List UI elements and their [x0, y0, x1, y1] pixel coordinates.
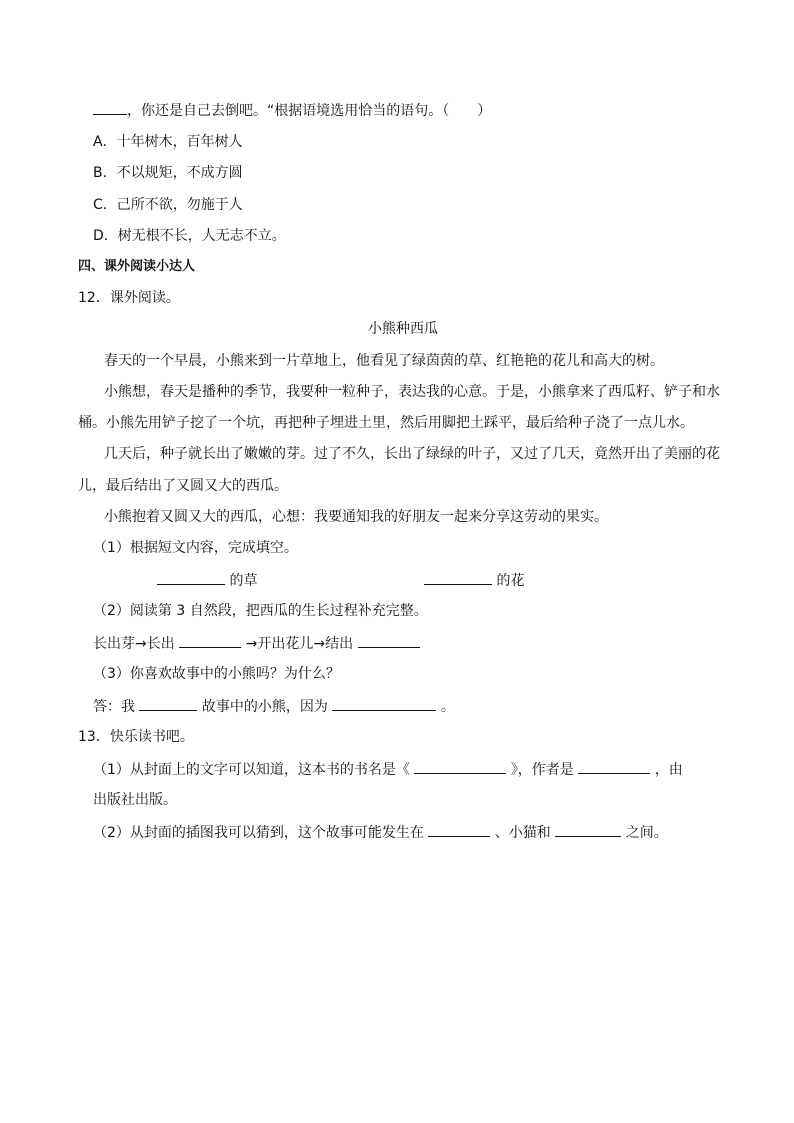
section-title: 四、课外阅读小达人 — [78, 259, 196, 274]
q13-sub2-c: 之间。 — [625, 825, 668, 841]
q12-heading: 12．课外阅读。 — [78, 290, 180, 306]
answer-blank[interactable] — [157, 570, 225, 585]
q11-option-b[interactable]: B．不以规矩，不成方圆 — [93, 165, 243, 181]
growth-a: 长出芽→长出 — [93, 636, 175, 652]
q12-sub1-grass — [157, 570, 257, 591]
answer-blank[interactable] — [139, 696, 197, 711]
answer-middle: 故事中的小熊，因为 — [201, 699, 328, 715]
answer-blank[interactable] — [93, 100, 127, 115]
answer-blank[interactable] — [428, 822, 490, 837]
q13-sub1-b: 》，作者是 — [510, 762, 574, 778]
q13-sub1-c: ，由 — [654, 762, 683, 778]
answer-blank[interactable] — [414, 759, 506, 774]
q11-stem-text: ，你还是自己去倒吧。“根据语境选用恰当的语句。（ ） — [127, 103, 492, 119]
answer-prefix: 答：我 — [93, 699, 135, 715]
answer-blank[interactable] — [358, 633, 420, 648]
q13-heading: 13．快乐读书吧。 — [78, 729, 194, 745]
q13-sub2-a: （2）从封面的插图我可以猜到，这个故事可能发生在 — [93, 825, 424, 841]
q12-sub2: （2）阅读第 3 自然段，把西瓜的生长过程补充完整。 — [93, 603, 428, 619]
flower-label: 的花 — [496, 573, 525, 589]
answer-blank[interactable] — [179, 633, 241, 648]
passage-p2-line1: 小熊想，春天是播种的季节，我要种一粒种子，表达我的心意。于是，小熊拿来了西瓜籽、铲子和水 — [104, 384, 720, 400]
growth-b: →开出花儿→结出 — [245, 636, 354, 652]
passage-p4: 小熊抱着又圆又大的西瓜，心想：我要通知我的好朋友一起来分享这劳动的果实。 — [104, 509, 608, 525]
answer-blank[interactable] — [332, 696, 436, 711]
grass-label: 的草 — [229, 573, 258, 589]
q12-sub3: （3）你喜欢故事中的小熊吗？为什么？ — [93, 666, 340, 682]
q13-sub1 — [93, 759, 683, 780]
q11-option-a[interactable]: A．十年树木，百年树人 — [93, 134, 243, 150]
q12-sub3-answer — [93, 696, 455, 717]
q12-sub2-fill — [93, 633, 420, 654]
q12-sub1-flower — [424, 570, 524, 591]
passage-p3-line2: 儿，最后结出了又圆又大的西瓜。 — [78, 478, 288, 494]
q13-sub2 — [93, 822, 668, 843]
passage-p1: 春天的一个早晨，小熊来到一片草地上，他看见了绿茵茵的草、红艳艳的花儿和高大的树。 — [104, 353, 664, 369]
q13-sub1-a: （1）从封面上的文字可以知道，这本书的书名是《 — [93, 762, 410, 778]
answer-end: 。 — [440, 699, 455, 715]
q12-sub1: （1）根据短文内容，完成填空。 — [93, 540, 298, 556]
answer-blank[interactable] — [578, 759, 650, 774]
passage-p3-line1: 几天后，种子就长出了嫩嫩的芽。过了不久，长出了绿绿的叶子，又过了几天，竟然开出了美丽的花 — [104, 446, 720, 462]
passage-title: 小熊种西瓜 — [368, 321, 438, 337]
q11-option-d[interactable]: D．树无根不长，人无志不立。 — [93, 228, 286, 244]
q13-sub1-line2: 出版社出版。 — [93, 792, 177, 808]
passage-p2-line2: 桶。小熊先用铲子挖了一个坑，再把种子埋进土里，然后用脚把土踩平，最后给种子浇了一点儿水。 — [78, 415, 694, 431]
answer-blank[interactable] — [555, 822, 621, 837]
answer-blank[interactable] — [424, 570, 492, 585]
q11-stem — [93, 100, 491, 121]
q11-option-c[interactable]: C．己所不欲，勿施于人 — [93, 197, 243, 213]
q13-sub2-b: 、小猫和 — [494, 825, 551, 841]
